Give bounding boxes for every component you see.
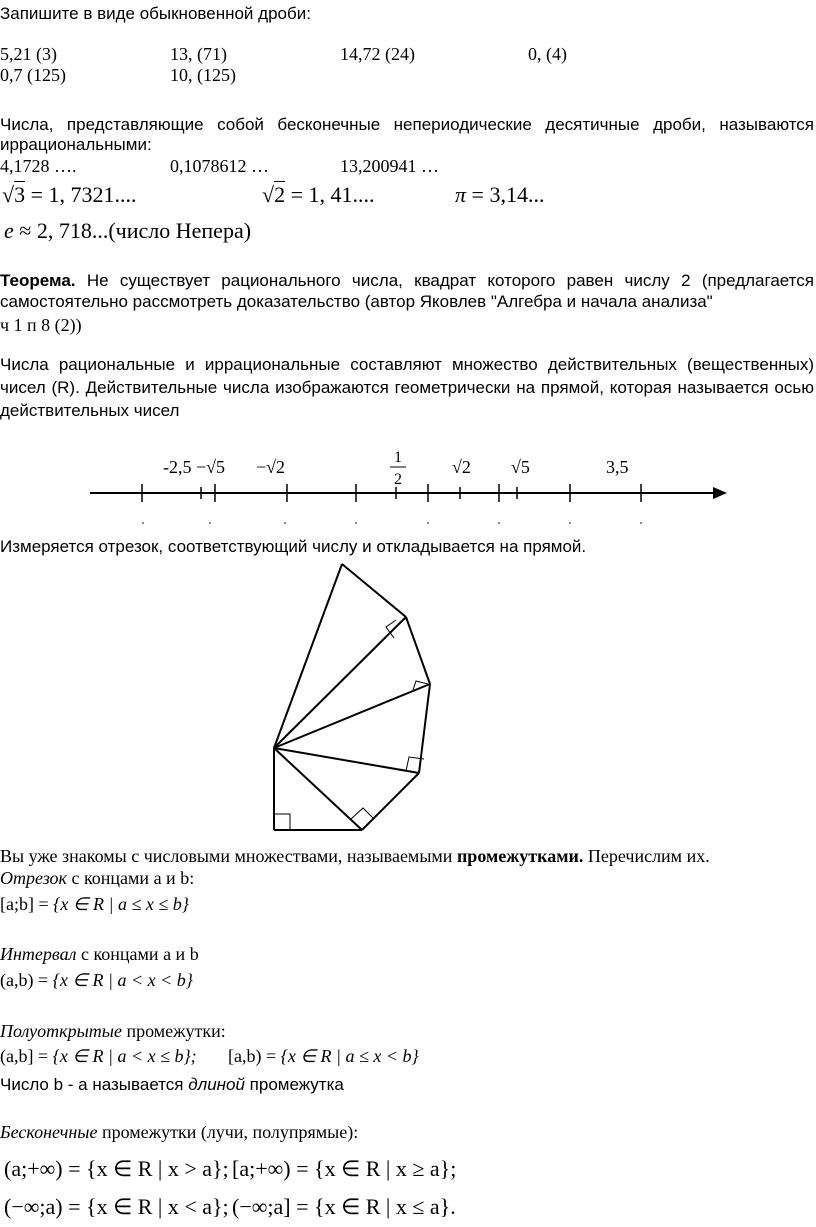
irrational-example: 4,1728 ….: [0, 156, 77, 176]
label-3-5: 3,5: [606, 457, 629, 477]
fraction-item: 14,72 (24): [340, 44, 415, 64]
intervals-term: промежутками.: [456, 846, 584, 866]
ray-formula-4: (−∞;a] = {x ∈ R | x ≤ a}.: [232, 1194, 456, 1219]
radical-sign-icon: √: [262, 182, 275, 207]
number-line: [0, 440, 816, 530]
label-minus-sqrt2: −√2: [256, 457, 286, 477]
fraction-item: 10, (125): [170, 65, 236, 85]
segment-caption: Измеряется отрезок, соответствующий числу и откладывается на прямой.: [0, 537, 587, 556]
label-half-numerator: 1: [394, 449, 402, 466]
theorem-line3: ч 1 п 8 (2)): [0, 315, 82, 335]
irrational-example: 0,1078612 …: [170, 156, 269, 176]
interval-formula: (a,b) = {x ∈ R | a < x < b}: [0, 970, 193, 990]
segment-formula: [a;b] = {x ∈ R | a ≤ x ≤ b}: [0, 894, 189, 914]
fraction-item: 0, (4): [528, 44, 567, 64]
ray-formula-1: (a;+∞) = {x ∈ R | x > a};: [4, 1156, 229, 1181]
fraction-item: 0,7 (125): [0, 65, 66, 85]
length-definition: Число b - a называется длиной промежутка: [0, 1075, 344, 1094]
segment-title: Отрезок с концами a и b:: [0, 868, 195, 888]
fraction-item: 13, (71): [170, 44, 227, 64]
intervals-intro: Вы уже знакомы с числовыми множествами, называемыми промежутками. Перечислим их.: [0, 846, 710, 866]
minor-dots: [142, 522, 642, 524]
real-numbers-line2: чисел (R). Действительные числа изображаются геометрически на прямой, которая называется осью: [0, 378, 814, 397]
radical-sign-icon: √: [2, 182, 15, 207]
triangle-spiral-diagram: [270, 560, 440, 835]
irrational-definition-line2: иррациональными:: [0, 135, 152, 154]
euler-number: e ≈ 2, 718...(число Непера): [4, 218, 252, 243]
label-minus-2-5: -2,5: [163, 457, 192, 477]
half-open-formula-2: [a,b) = {x ∈ R | a ≤ x < b}: [228, 1046, 419, 1066]
sqrt2-formula: √2 = 1, 41....: [262, 182, 375, 207]
half-open-formula-1: (a,b] = {x ∈ R | a < x ≤ b};: [0, 1046, 197, 1066]
pi-formula: π = 3,14...: [455, 182, 545, 207]
real-numbers-line3: действительных чисел: [0, 401, 180, 420]
real-numbers-line1: Числа рациональные и иррациональные составляют множество действительных (вещественных): [0, 355, 814, 374]
label-sqrt2: √2: [452, 457, 471, 477]
theorem-label: Теорема.: [0, 271, 76, 290]
irrational-example: 13,200941 …: [340, 156, 439, 176]
half-open-title: Полуоткрытые промежутки:: [0, 1021, 226, 1041]
theorem-line2: самостоятельно рассмотреть доказательство (автор Яковлев "Алгебра и начала анализа": [0, 292, 713, 311]
irrational-definition-line1: Числа, представляющие собой бесконечные непериодические десятичные дроби, называются: [0, 115, 814, 134]
intro-text: Запишите в виде обыкновенной дроби:: [0, 4, 311, 23]
label-half-denominator: 2: [394, 471, 402, 488]
interval-title: Интервал с концами a и b: [0, 944, 199, 964]
arrow-head-icon: [713, 487, 727, 499]
label-sqrt5: √5: [511, 457, 530, 477]
label-minus-sqrt5: −√5: [196, 457, 226, 477]
infinite-title: Бесконечные промежутки (лучи, полупрямые):: [0, 1122, 359, 1142]
ray-formula-2: [a;+∞) = {x ∈ R | x ≥ a};: [232, 1156, 457, 1181]
ray-formula-3: (−∞;a) = {x ∈ R | x < a};: [4, 1194, 229, 1219]
sqrt3-formula: √3 = 1, 7321....: [2, 182, 137, 207]
fraction-item: 5,21 (3): [0, 44, 57, 64]
theorem-line1: Теорема. Не существует рационального числа, квадрат которого равен числу 2 (предлагается: [0, 271, 814, 290]
